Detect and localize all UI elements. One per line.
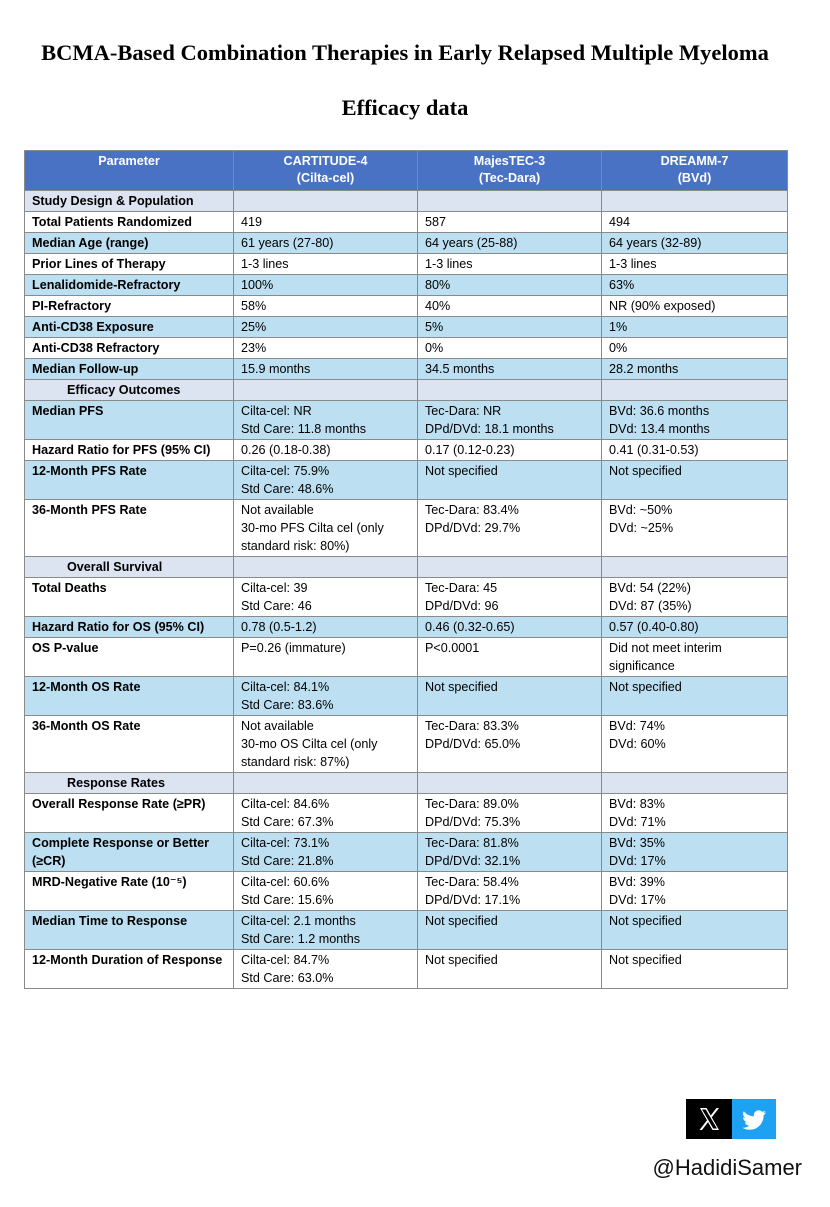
table-row xyxy=(25,254,788,275)
value-line: Std Care: 15.6% xyxy=(241,893,334,907)
value-line: BVd: 39% xyxy=(609,875,666,889)
value-line: Cilta-cel: 60.6% xyxy=(241,875,330,889)
value-line: DVd: 17% xyxy=(609,854,666,868)
value-line: Cilta-cel: 2.1 months xyxy=(241,914,356,928)
value-cell xyxy=(602,911,788,950)
section-empty-cell xyxy=(602,557,788,578)
value-cell xyxy=(602,950,788,989)
value-line: 0.41 (0.31-0.53) xyxy=(609,443,699,457)
value-cell xyxy=(418,638,602,677)
header-parameter xyxy=(25,151,234,191)
section-empty-cell xyxy=(234,380,418,401)
value-line: Std Care: 46 xyxy=(241,599,312,613)
value-cell xyxy=(234,296,418,317)
parameter-cell: Overall Response Rate (≥PR) xyxy=(25,794,234,833)
value-cell xyxy=(602,233,788,254)
value-cell xyxy=(602,833,788,872)
value-line: 0.46 (0.32-0.65) xyxy=(425,620,515,634)
value-line: DVd: 17% xyxy=(609,893,666,907)
value-line: 0.57 (0.40-0.80) xyxy=(609,620,699,634)
value-cell xyxy=(234,578,418,617)
value-line: DPd/DVd: 96 xyxy=(425,599,499,613)
section-empty-cell xyxy=(418,191,602,212)
value-cell xyxy=(602,317,788,338)
value-cell xyxy=(602,638,788,677)
value-cell xyxy=(234,638,418,677)
value-cell xyxy=(602,794,788,833)
table-row xyxy=(25,638,788,677)
value-line: standard risk: 87%) xyxy=(241,755,350,769)
table-row xyxy=(25,578,788,617)
parameter-cell: Hazard Ratio for OS (95% CI) xyxy=(25,617,234,638)
value-line: DPd/DVd: 18.1 months xyxy=(425,422,554,436)
value-line: DPd/DVd: 32.1% xyxy=(425,854,521,868)
value-line: Cilta-cel: 84.6% xyxy=(241,797,330,811)
table-row xyxy=(25,461,788,500)
value-cell xyxy=(602,401,788,440)
header-line: CARTITUDE-4 xyxy=(283,154,368,168)
header-trial-3 xyxy=(602,151,788,191)
value-cell xyxy=(418,212,602,233)
value-line: Tec-Dara: 58.4% xyxy=(425,875,519,889)
value-cell xyxy=(602,440,788,461)
value-line: DVd: 71% xyxy=(609,815,666,829)
parameter-cell: Prior Lines of Therapy xyxy=(25,254,234,275)
social-footer xyxy=(642,1097,802,1207)
value-line: Not specified xyxy=(425,464,498,478)
header-line: MajesTEC-3 xyxy=(473,154,546,168)
value-cell xyxy=(418,401,602,440)
header-line: DREAMM-7 xyxy=(660,154,729,168)
table-row xyxy=(25,950,788,989)
value-line: Cilta-cel: NR xyxy=(241,404,312,418)
value-line: Not available xyxy=(241,503,314,517)
table-row xyxy=(25,872,788,911)
table-row xyxy=(25,911,788,950)
value-line: 0.17 (0.12-0.23) xyxy=(425,443,515,457)
value-line: Std Care: 48.6% xyxy=(241,482,334,496)
page-subtitle: Efficacy data xyxy=(341,95,469,120)
value-line: 0% xyxy=(425,341,444,355)
value-line: Tec-Dara: 45 xyxy=(425,581,498,595)
parameter-cell: Lenalidomide-Refractory xyxy=(25,275,234,296)
parameter-cell: 36-Month PFS Rate xyxy=(25,500,234,557)
value-line: DPd/DVd: 65.0% xyxy=(425,737,521,751)
value-line: 1-3 lines xyxy=(425,257,473,271)
value-line: DVd: 87 (35%) xyxy=(609,599,692,613)
value-line: 61 years (27-80) xyxy=(241,236,334,250)
value-cell xyxy=(418,233,602,254)
value-cell xyxy=(418,296,602,317)
value-cell xyxy=(602,212,788,233)
header-line: (Tec-Dara) xyxy=(478,171,541,185)
value-line: Std Care: 63.0% xyxy=(241,971,334,985)
value-line: standard risk: 80%) xyxy=(241,539,350,553)
value-line: 1% xyxy=(609,320,628,334)
table-row xyxy=(25,716,788,773)
parameter-cell: MRD-Negative Rate (10⁻⁵) xyxy=(25,872,234,911)
value-cell xyxy=(602,254,788,275)
section-label: Study Design & Population xyxy=(25,191,234,212)
value-line: Cilta-cel: 84.7% xyxy=(241,953,330,967)
table-row xyxy=(25,500,788,557)
value-line: 1-3 lines xyxy=(609,257,657,271)
value-line: Not specified xyxy=(609,953,682,967)
value-cell xyxy=(234,254,418,275)
value-cell xyxy=(418,911,602,950)
value-line: significance xyxy=(609,659,675,673)
table-row xyxy=(25,275,788,296)
table-row xyxy=(25,617,788,638)
value-line: Not specified xyxy=(609,914,682,928)
value-cell xyxy=(234,716,418,773)
value-line: Std Care: 11.8 months xyxy=(241,422,367,436)
value-cell xyxy=(418,338,602,359)
section-empty-cell xyxy=(418,380,602,401)
value-line: P<0.0001 xyxy=(425,641,480,655)
parameter-cell: Complete Response or Better (≥CR) xyxy=(25,833,234,872)
table-row xyxy=(25,794,788,833)
table-row xyxy=(25,833,788,872)
value-cell xyxy=(418,677,602,716)
parameter-cell: Total Patients Randomized xyxy=(25,212,234,233)
value-line: 30-mo PFS Cilta cel (only xyxy=(241,521,384,535)
table-row xyxy=(25,233,788,254)
table-header-row xyxy=(25,151,788,191)
value-line: Tec-Dara: 83.3% xyxy=(425,719,519,733)
twitter-handle[interactable]: @HadidiSamer xyxy=(652,1155,802,1180)
value-line: DVd: 13.4 months xyxy=(609,422,710,436)
value-line: Tec-Dara: 89.0% xyxy=(425,797,519,811)
value-cell xyxy=(418,275,602,296)
value-line: 0.26 (0.18-0.38) xyxy=(241,443,331,457)
section-empty-cell xyxy=(234,773,418,794)
value-line: Not specified xyxy=(609,464,682,478)
value-line: Cilta-cel: 84.1% xyxy=(241,680,330,694)
twitter-bird-icon[interactable] xyxy=(732,1099,776,1139)
value-line: DVd: 60% xyxy=(609,737,666,751)
value-line: BVd: ~50% xyxy=(609,503,673,517)
value-cell xyxy=(418,794,602,833)
value-cell xyxy=(602,677,788,716)
header-line: (Cilta-cel) xyxy=(296,171,355,185)
value-cell xyxy=(234,794,418,833)
value-line: DPd/DVd: 29.7% xyxy=(425,521,521,535)
value-cell xyxy=(602,275,788,296)
parameter-cell: 12-Month Duration of Response xyxy=(25,950,234,989)
value-cell xyxy=(602,296,788,317)
parameter-cell: Anti-CD38 Exposure xyxy=(25,317,234,338)
value-line: DPd/DVd: 17.1% xyxy=(425,893,521,907)
section-row xyxy=(25,773,788,794)
value-line: 419 xyxy=(241,215,263,229)
section-row xyxy=(25,191,788,212)
value-line: Not specified xyxy=(425,953,498,967)
value-line: Tec-Dara: 81.8% xyxy=(425,836,519,850)
value-line: NR (90% exposed) xyxy=(609,299,716,313)
value-cell xyxy=(234,461,418,500)
value-cell xyxy=(418,317,602,338)
parameter-cell: 12-Month PFS Rate xyxy=(25,461,234,500)
value-line: 23% xyxy=(241,341,267,355)
parameter-cell: OS P-value xyxy=(25,638,234,677)
value-cell xyxy=(234,833,418,872)
value-line: 0% xyxy=(609,341,628,355)
value-cell xyxy=(418,359,602,380)
header-line: Parameter xyxy=(98,154,160,168)
value-cell xyxy=(602,500,788,557)
parameter-cell: Total Deaths xyxy=(25,578,234,617)
value-cell xyxy=(418,578,602,617)
table-row xyxy=(25,212,788,233)
value-line: 28.2 months xyxy=(609,362,679,376)
value-cell xyxy=(418,950,602,989)
value-line: Cilta-cel: 39 xyxy=(241,581,308,595)
value-cell xyxy=(602,359,788,380)
section-empty-cell xyxy=(418,773,602,794)
section-empty-cell xyxy=(602,380,788,401)
value-cell xyxy=(418,440,602,461)
value-cell xyxy=(234,338,418,359)
table-row xyxy=(25,677,788,716)
table-row xyxy=(25,440,788,461)
header-trial-1 xyxy=(234,151,418,191)
section-row xyxy=(25,380,788,401)
value-line: 64 years (25-88) xyxy=(425,236,518,250)
parameter-cell: Median Follow-up xyxy=(25,359,234,380)
value-cell xyxy=(234,872,418,911)
value-line: 100% xyxy=(241,278,274,292)
value-line: 25% xyxy=(241,320,267,334)
section-label: Overall Survival xyxy=(25,557,234,578)
value-cell xyxy=(418,461,602,500)
value-cell xyxy=(234,440,418,461)
value-line: 58% xyxy=(241,299,267,313)
value-line: 0.78 (0.5-1.2) xyxy=(241,620,317,634)
value-line: 40% xyxy=(425,299,451,313)
value-line: Std Care: 21.8% xyxy=(241,854,334,868)
table-row xyxy=(25,401,788,440)
section-empty-cell xyxy=(418,557,602,578)
value-line: BVd: 74% xyxy=(609,719,666,733)
value-cell xyxy=(234,950,418,989)
value-line: BVd: 54 (22%) xyxy=(609,581,691,595)
value-cell xyxy=(418,617,602,638)
parameter-cell: Hazard Ratio for PFS (95% CI) xyxy=(25,440,234,461)
value-line: Not specified xyxy=(609,680,682,694)
value-line: P=0.26 (immature) xyxy=(241,641,346,655)
value-line: Cilta-cel: 73.1% xyxy=(241,836,330,850)
header-line: (BVd) xyxy=(677,171,712,185)
parameter-cell: Anti-CD38 Refractory xyxy=(25,338,234,359)
header-trial-2 xyxy=(418,151,602,191)
page-title: BCMA-Based Combination Therapies in Early Relapsed Multiple Myeloma xyxy=(41,40,769,65)
parameter-cell: Median Age (range) xyxy=(25,233,234,254)
value-cell xyxy=(418,872,602,911)
efficacy-table xyxy=(24,150,788,989)
x-logo-icon[interactable] xyxy=(686,1099,732,1139)
value-cell xyxy=(234,212,418,233)
value-line: 80% xyxy=(425,278,451,292)
value-line: DVd: ~25% xyxy=(609,521,674,535)
value-cell xyxy=(602,461,788,500)
value-cell xyxy=(418,833,602,872)
value-cell xyxy=(234,500,418,557)
parameter-cell: Median Time to Response xyxy=(25,911,234,950)
parameter-cell: Median PFS xyxy=(25,401,234,440)
parameter-cell: 12-Month OS Rate xyxy=(25,677,234,716)
value-line: DPd/DVd: 75.3% xyxy=(425,815,521,829)
value-line: BVd: 36.6 months xyxy=(609,404,710,418)
value-line: BVd: 35% xyxy=(609,836,666,850)
section-empty-cell xyxy=(234,191,418,212)
value-line: 30-mo OS Cilta cel (only xyxy=(241,737,378,751)
table-row xyxy=(25,317,788,338)
value-cell xyxy=(234,401,418,440)
value-cell xyxy=(234,911,418,950)
value-line: Not specified xyxy=(425,914,498,928)
value-line: Std Care: 67.3% xyxy=(241,815,334,829)
section-empty-cell xyxy=(602,773,788,794)
section-empty-cell xyxy=(234,557,418,578)
value-line: 63% xyxy=(609,278,635,292)
value-cell xyxy=(234,359,418,380)
value-cell xyxy=(234,617,418,638)
value-line: Std Care: 1.2 months xyxy=(241,932,361,946)
table-row xyxy=(25,359,788,380)
section-label: Efficacy Outcomes xyxy=(25,380,234,401)
section-empty-cell xyxy=(602,191,788,212)
value-line: BVd: 83% xyxy=(609,797,666,811)
value-cell xyxy=(234,233,418,254)
value-cell xyxy=(234,317,418,338)
parameter-cell: PI-Refractory xyxy=(25,296,234,317)
value-line: Not available xyxy=(241,719,314,733)
value-line: 64 years (32-89) xyxy=(609,236,702,250)
value-cell xyxy=(418,716,602,773)
value-line: Not specified xyxy=(425,680,498,694)
value-line: 587 xyxy=(425,215,447,229)
value-cell xyxy=(602,716,788,773)
parameter-cell: 36-Month OS Rate xyxy=(25,716,234,773)
section-label: Response Rates xyxy=(25,773,234,794)
value-line: Did not meet interim xyxy=(609,641,722,655)
value-line: 1-3 lines xyxy=(241,257,289,271)
value-cell xyxy=(418,500,602,557)
value-line: 34.5 months xyxy=(425,362,495,376)
value-line: Cilta-cel: 75.9% xyxy=(241,464,330,478)
value-line: 5% xyxy=(425,320,444,334)
value-line: 15.9 months xyxy=(241,362,311,376)
value-line: Tec-Dara: NR xyxy=(425,404,502,418)
table-row xyxy=(25,338,788,359)
table-body xyxy=(25,191,788,989)
value-cell xyxy=(602,338,788,359)
table-row xyxy=(25,296,788,317)
value-line: Std Care: 83.6% xyxy=(241,698,334,712)
value-line: Tec-Dara: 83.4% xyxy=(425,503,519,517)
value-cell xyxy=(602,617,788,638)
value-cell xyxy=(234,677,418,716)
section-row xyxy=(25,557,788,578)
value-line: 494 xyxy=(609,215,631,229)
value-cell xyxy=(234,275,418,296)
value-cell xyxy=(418,254,602,275)
value-cell xyxy=(602,578,788,617)
value-cell xyxy=(602,872,788,911)
